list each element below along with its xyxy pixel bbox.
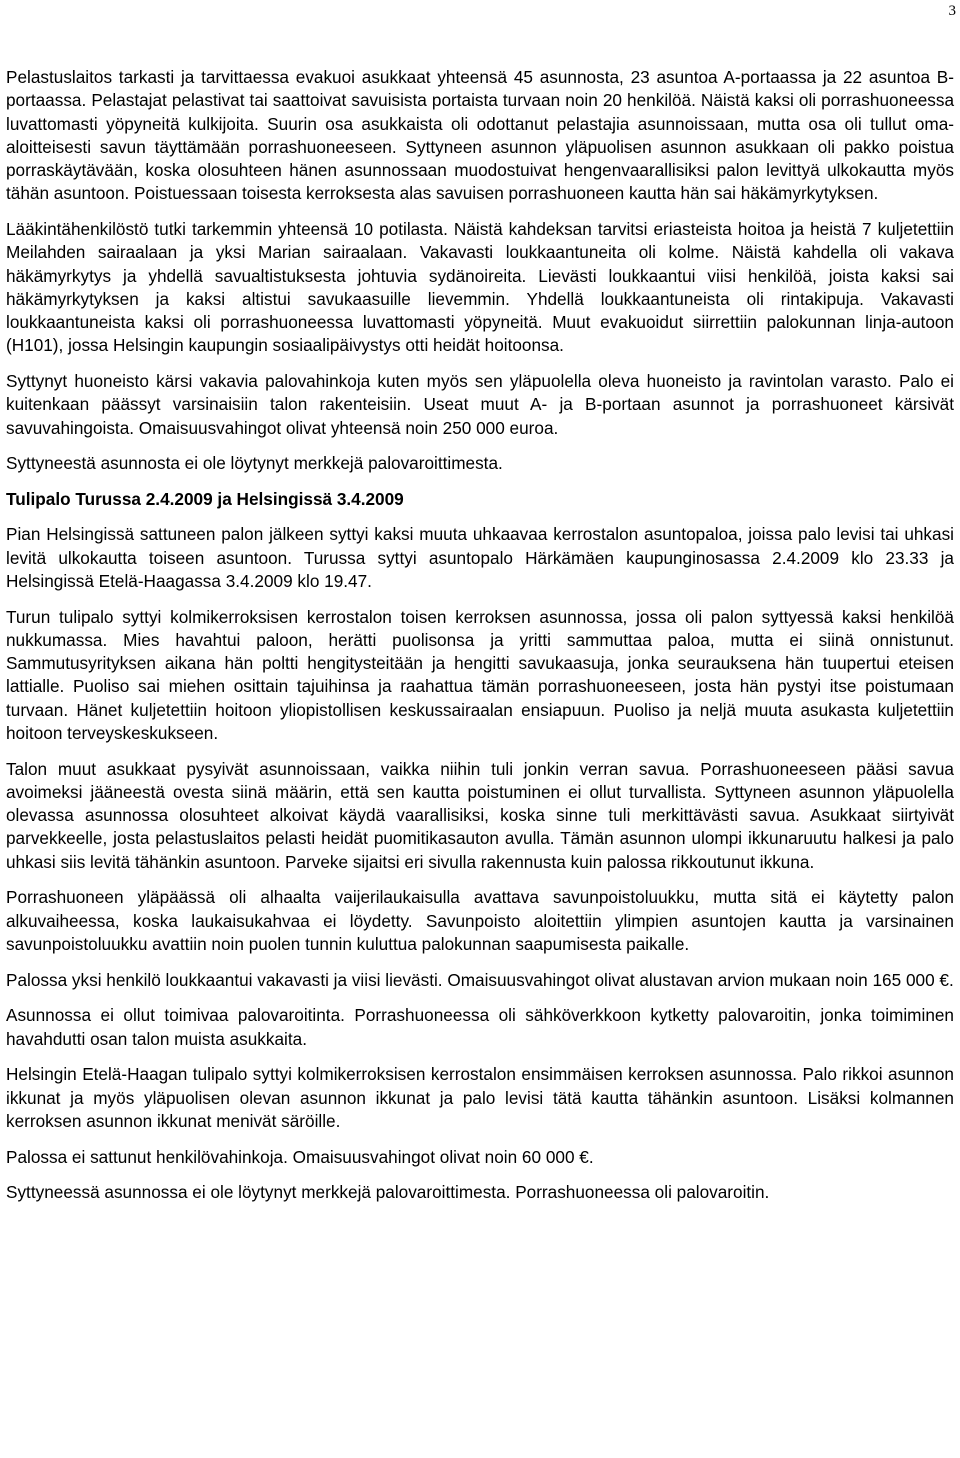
page-number: 3 <box>948 3 956 19</box>
paragraph-smoke-alarm: Syttyneestä asunnosta ei ole löytynyt merkkejä palovaroittimesta. <box>6 453 503 474</box>
paragraph-residents: Talon muut asukkaat pysyivät asunnoissaan, vaikka niihin tuli jonkin verran savua. Porrashuoneeseen pääsi savua avoimeksi jääneestä ovesta siinä määrin, että sen kautta poistuminen ei ollut turvallista. Syttyneen asunnon yläpuolella olevassa asunnossa olosuhteet alkoivat käydä vaarallisiksi, koska sinne tuli merkittävästi savua. Asukkaat siirtyivät parvekkeelle, josta pelastuslaitos pelasti heidät puomitikasauton avulla. Tämän asunnon ulompi ikkunaruutu halkesi ja palo uhkasi siis levitä tähänkin asuntoon. Parveke sijaitsi eri sivulla rakennusta kuin palossa rikkoutunut ikkuna. <box>6 758 954 872</box>
paragraph-smoke-hatch: Porrashuoneen yläpäässä oli alhaalta vaijerilaukaisulla avattava savunpoistoluukku, mutta sitä ei käytetty palon alkuvaiheessa, koska laukaisukahvaa ei löydetty. Savunpoisto aloitettiin ylimpien asuntojen kautta ja varsinainen savunpoistoluukku avattiin noin puolen tunnin kuluttua palokunnan saapumisesta paikalle. <box>6 887 954 954</box>
paragraph-turku-alarm: Asunnossa ei ollut toimivaa palovaroitinta. Porrashuoneessa oli sähköverkkoon kytketty palovaroitin, jonka toimiminen havahdutti osan talon muista asukkaita. <box>6 1005 954 1049</box>
paragraph-helsinki-alarm: Syttyneessä asunnossa ei ole löytynyt merkkejä palovaroittimesta. Porrashuoneessa oli palovaroitin. <box>6 1182 770 1203</box>
paragraph-helsinki-fire: Helsingin Etelä-Haagan tulipalo syttyi kolmikerroksisen kerrostalon ensimmäisen kerroksen asunnossa. Palo rikkoi asunnon ikkunat ja myös yläpuolisen olevan asunnon ikkunat ja palo levisi tätä kautta tähänkin asuntoon. Lisäksi kolmannen kerroksen asunnon ikkunat menivät säröille. <box>6 1064 954 1131</box>
paragraph-turku-fire: Turun tulipalo syttyi kolmikerroksisen kerrostalon toisen kerroksen asunnossa, jossa oli palon syttyessä kaksi henkilöä nukkumassa. Mies havahtui paloon, herätti puolisonsa ja yritti sammuttaa paloa, mutta ei siinä onnistunut. Sammutusyrityksen aikana hän poltti hengitysteitään ja hengitti savukaasuja, jonka seurauksena hän tuupertui eteisen lattialle. Puoliso sai miehen osittain tajuihinsa ja raahattua tämän porrashuoneeseen, josta hän pystyi itse poistumaan turvaan. Hänet kuljetettiin hoitoon yliopistollisen keskussairaalan ensiapuun. Puoliso ja neljä muuta asukasta kuljetettiin hoitoon terveyskeskukseen. <box>6 606 954 743</box>
paragraph-turku-injuries: Palossa yksi henkilö loukkaantui vakavasti ja viisi lievästi. Omaisuusvahingot olivat alustavan arvion mukaan noin 165 000 €. <box>6 969 954 990</box>
section-heading: Tulipalo Turussa 2.4.2009 ja Helsingissä 3.4.2009 <box>6 489 404 509</box>
paragraph-medical: Lääkintähenkilöstö tutki tarkemmin yhteensä 10 potilasta. Näistä kahdeksan tarvitsi eriasteista hoitoa ja heistä 7 kuljetettiin Meilahden sairaalaan ja yksi Marian sairaalaan. Vakavasti loukkaantuneita oli kolme. Näistä kahdella oli vakava häkämyrkytys ja yhdellä savualtistuksesta johtuvia sydänoireita. Lievästi loukkaantui viisi henkilöä, joista kaksi sai häkämyrkytyksen ja kaksi altistui savukaasuille lievemmin. Yhdellä loukkaantuneista oli rintakipuja. Vakavasti loukkaantuneista kaksi oli porrashuoneessa luvattomasti yöpyneitä. Muut evakuoidut siirrettiin palokunnan linja-autoon (H101), jossa Helsingin kaupungin sosiaalipäivystys otti heidät hoitoonsa. <box>6 219 954 356</box>
paragraph-helsinki-damages: Palossa ei sattunut henkilövahinkoja. Omaisuusvahingot olivat noin 60 000 €. <box>6 1146 594 1167</box>
document-body <box>6 66 954 1217</box>
paragraph-evacuation: Pelastuslaitos tarkasti ja tarvittaessa evakuoi asukkaat yhteensä 45 asunnosta, 23 asuntoa A-portaassa ja 22 asuntoa B-portaassa. Pelastajat pelastivat tai saattoivat savuisista portaista turvaan noin 20 henkilöä. Näistä kaksi oli porrashuoneessa luvattomasti yöpyneitä kulkijoita. Suurin osa asukkaista oli odottanut pelastajia asunnoissaan, mutta osa oli tullut oma-aloitteisesti savun täyttämään porrashuoneeseen. Syttyneen asunnon yläpuolisen asunnon asukkaan oli pakko poistua porraskäytävään, koska olosuhteen hänen asunnossaan muodostuivat hengenvaarallisiksi palon levittyä ulkokautta myös tähän asuntoon. Poistuessaan toisesta kerroksesta alas savuisen porrashuoneen kautta hän sai häkämyrkytyksen. <box>6 67 954 204</box>
paragraph-intro: Pian Helsingissä sattuneen palon jälkeen syttyi kaksi muuta uhkaavaa kerrostalon asuntopaloa, joissa palo levisi tai uhkasi levitä ulkokautta toiseen asuntoon. Turussa syttyi asuntopalo Härkämäen kaupunginosassa 2.4.2009 klo 23.33 ja Helsingissä Etelä-Haagassa 3.4.2009 klo 19.47. <box>6 524 954 591</box>
paragraph-damages: Syttynyt huoneisto kärsi vakavia palovahinkoja kuten myös sen yläpuolella oleva huoneisto ja ravintolan varasto. Palo ei kuitenkaan päässyt varsinaisiin talon rakenteisiin. Useat muut A- ja B-portaan asunnot ja porrashuoneet kärsivät savuvahingoista. Omaisuusvahingot olivat yhteensä noin 250 000 euroa. <box>6 371 954 438</box>
